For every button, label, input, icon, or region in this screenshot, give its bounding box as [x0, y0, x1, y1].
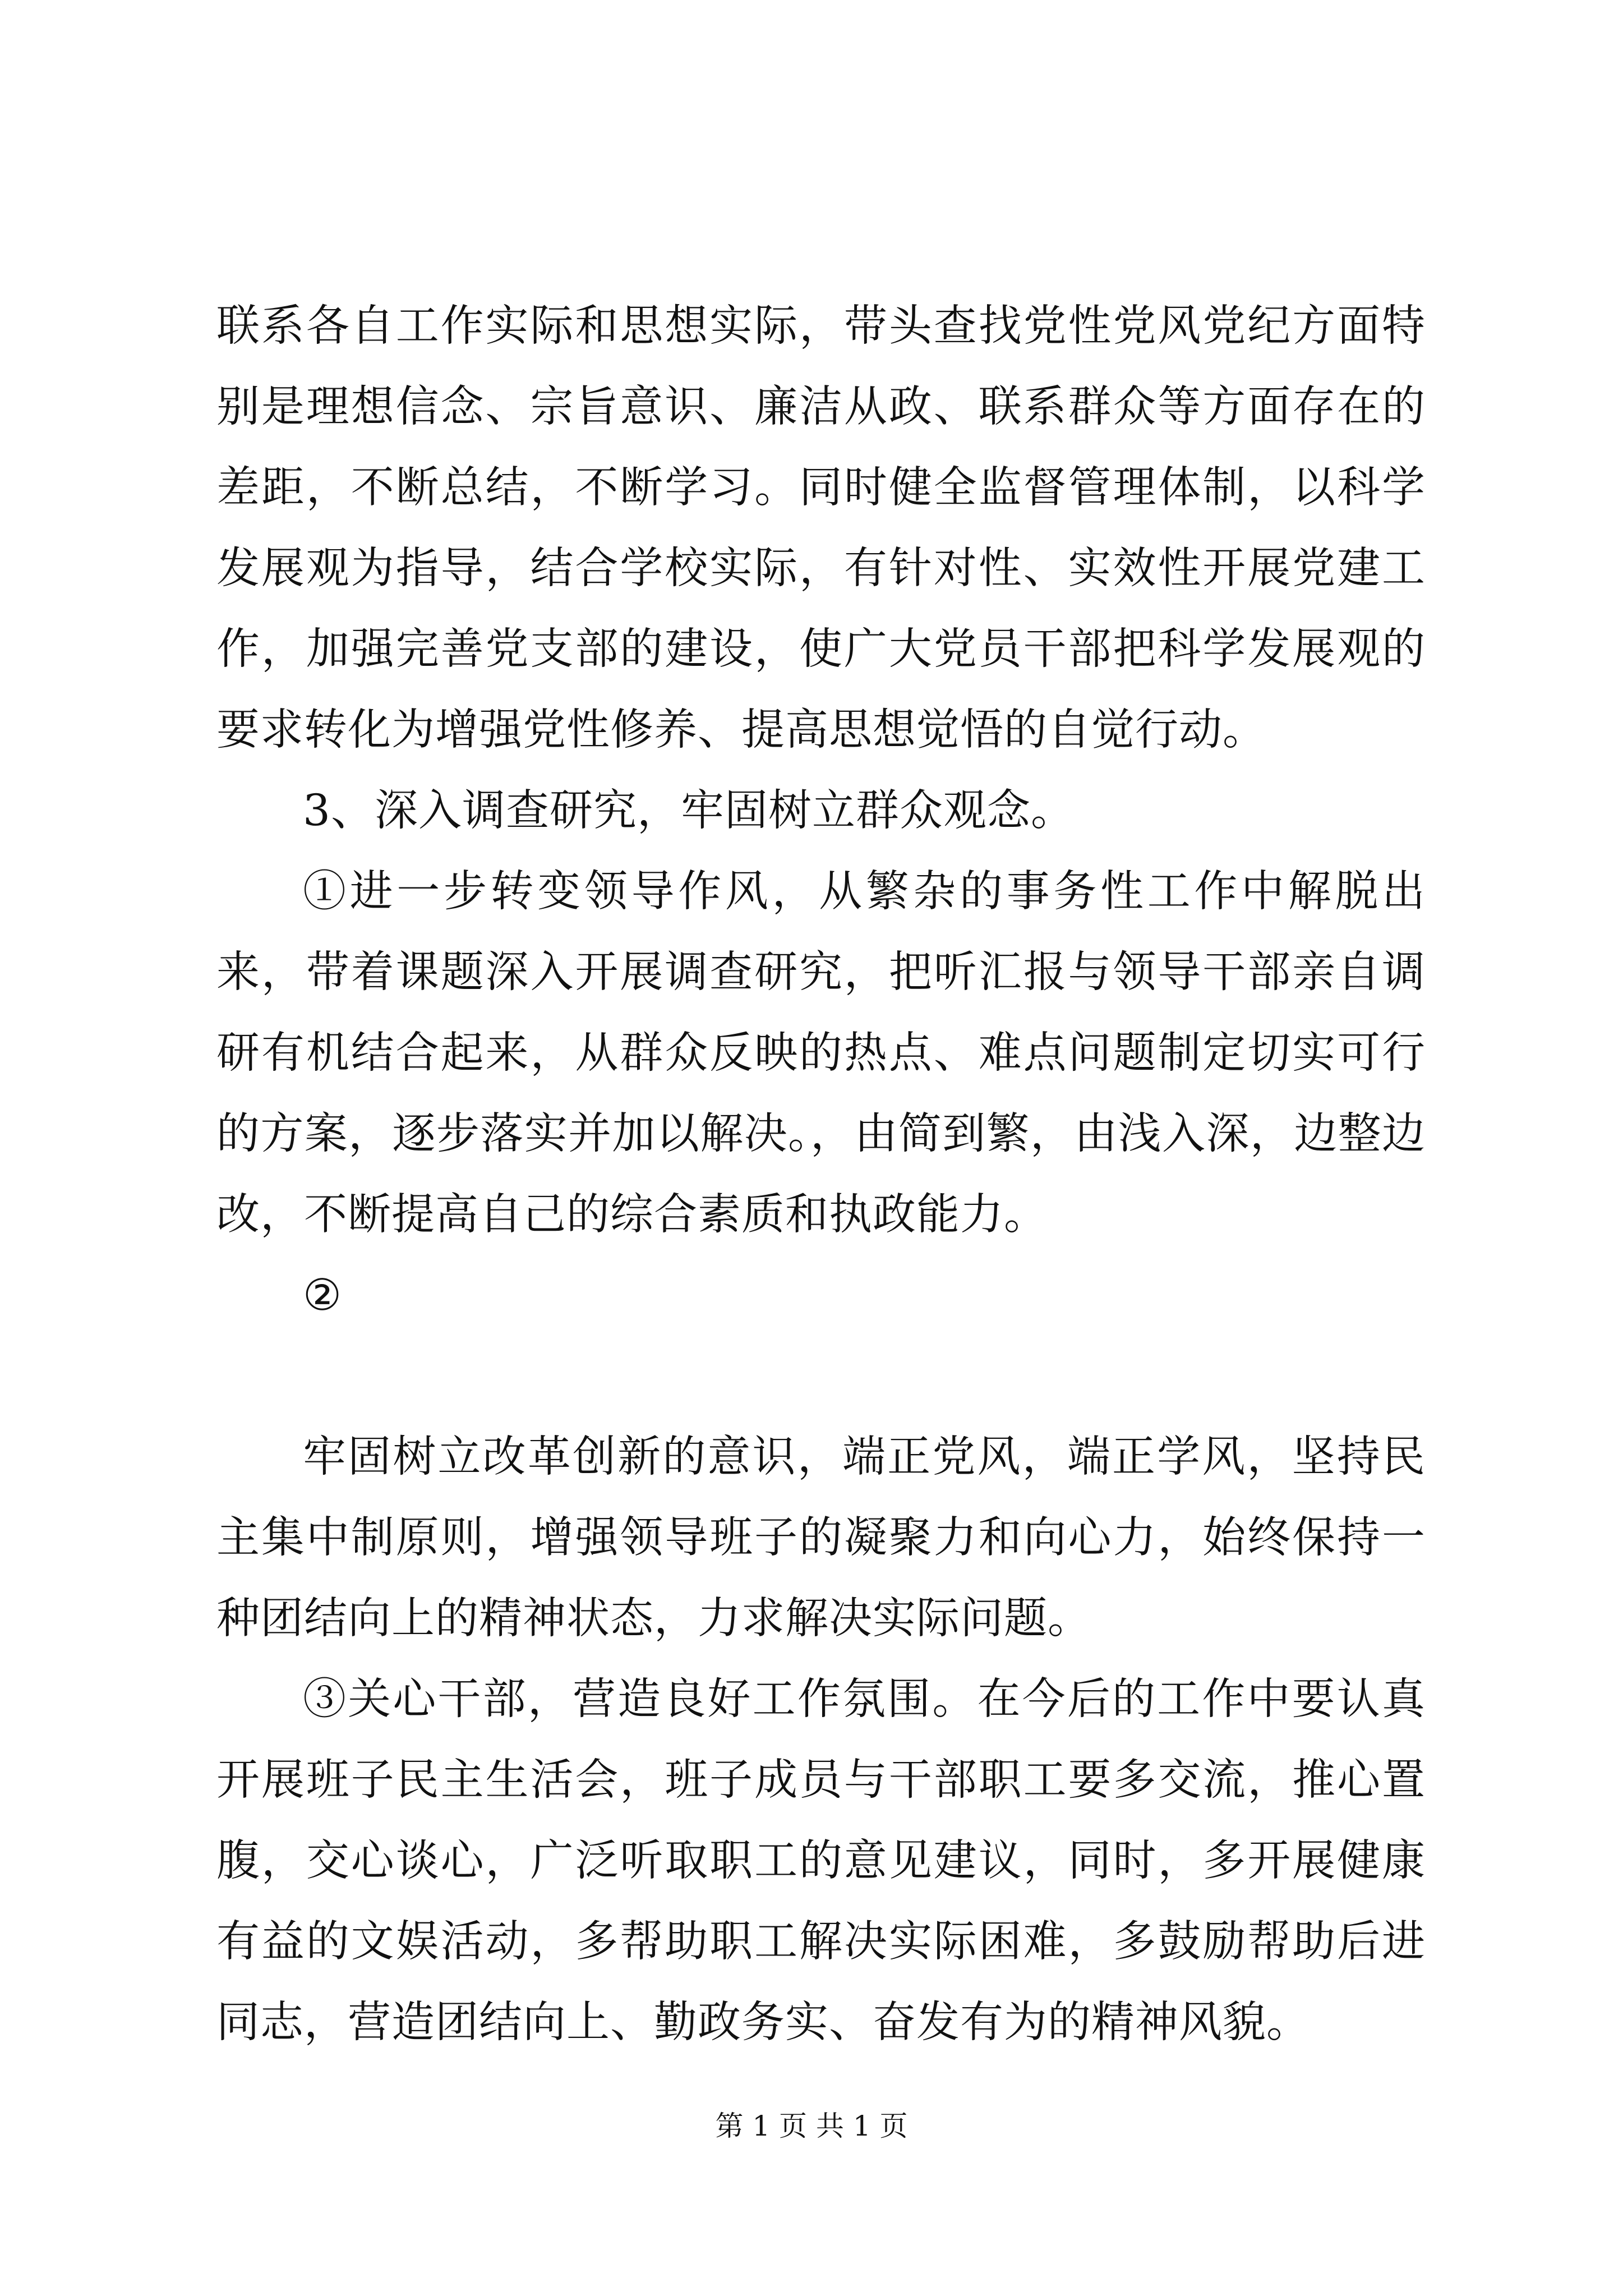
document-body [216, 286, 1426, 2063]
page-footer: 第 1 页 共 1 页 [715, 2110, 908, 2142]
paragraph-item-3: ③关心干部，营造良好工作氛围。在今后的工作中要认真开展班子民主生活会，班子成员与干部职工要多交流，推心置腹，交心谈心，广泛听取职工的意见建议，同时，多开展健康有益的文娱活动，多帮助职工解决实际困难，多鼓励帮助后进同志，营造团结向上、勤政务实、奋发有为的精神风貌。 [216, 1674, 1426, 2047]
section-heading-3: 3、深入调查研究，牢固树立群众观念。 [303, 786, 1075, 836]
paragraph-item-1: ①进一步转变领导作风，从繁杂的事务性工作中解脱出来，带着课题深入开展调查研究，把听汇报与领导干部亲自调研有机结合起来，从群众反映的热点、难点问题制定切实可行的方案，逐步落实并加以解决。，由简到繁，由浅入深，边整边改，不断提高自己的综合素质和执政能力。 [216, 867, 1426, 1240]
item-marker-2: ② [303, 1271, 343, 1320]
paragraph-item-2: 牢固树立改革创新的意识，端正党风，端正学风，坚持民主集中制原则，增强领导班子的凝聚力和向心力，始终保持一种团结向上的精神状态，力求解决实际问题。 [216, 1432, 1426, 1644]
paragraph-continuation: 联系各自工作实际和思想实际，带头查找党性党风党纪方面特别是理想信念、宗旨意识、廉洁从政、联系群众等方面存在的差距，不断总结，不断学习。同时健全监督管理体制，以科学发展观为指导，结合学校实际，有针对性、实效性开展党建工作，加强完善党支部的建设，使广大党员干部把科学发展观的要求转化为增强党性修养、提高思想觉悟的自觉行动。 [216, 301, 1426, 755]
